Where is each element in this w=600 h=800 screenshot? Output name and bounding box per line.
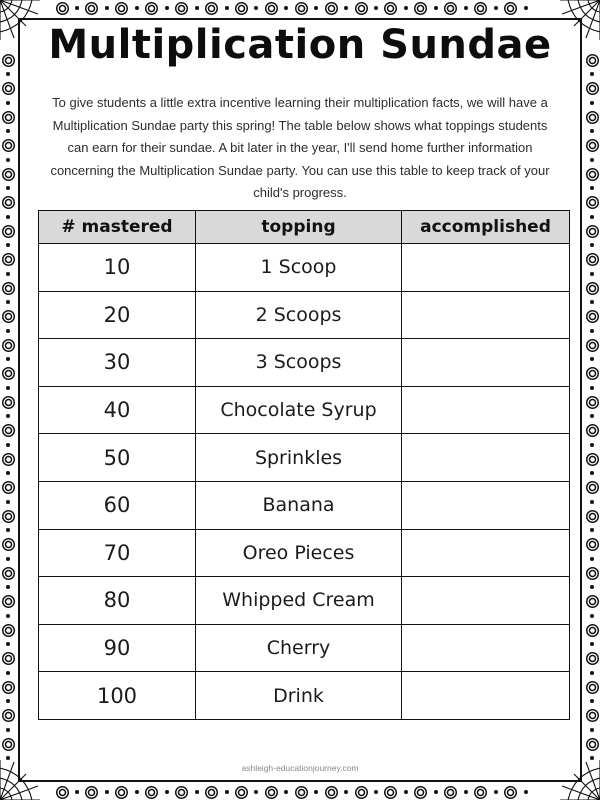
- intro-paragraph: To give students a little extra incentive learning their multiplication facts, we will have a Multiplication Sundae party this spring! The table below shows what toppings students can earn for their sundae. A bit later in the year, I'll send home further information concerning the Multiplication Sundae party. You can use this table to keep track of your child's progress.: [50, 95, 550, 201]
- border-line-top: [18, 18, 582, 20]
- small-dot-icon: [6, 471, 10, 475]
- small-dot-icon: [590, 471, 594, 475]
- mastered-cell: 20: [39, 291, 196, 339]
- swirl-dot-icon: [235, 786, 248, 799]
- mastered-cell: 90: [39, 624, 196, 672]
- accomplished-cell[interactable]: [402, 339, 570, 387]
- page-title: Multiplication Sundae: [48, 22, 552, 68]
- swirl-dot-icon: [115, 2, 128, 15]
- mastered-cell: 40: [39, 386, 196, 434]
- accomplished-cell[interactable]: [402, 434, 570, 482]
- topping-cell: 2 Scoops: [196, 291, 402, 339]
- small-dot-icon: [590, 671, 594, 675]
- topping-cell: Oreo Pieces: [196, 529, 402, 577]
- topping-cell: Drink: [196, 672, 402, 720]
- swirl-dot-icon: [2, 196, 15, 209]
- swirl-dot-icon: [2, 681, 15, 694]
- small-dot-icon: [590, 186, 594, 190]
- mastered-cell: 80: [39, 577, 196, 625]
- small-dot-icon: [590, 414, 594, 418]
- swirl-dot-icon: [586, 282, 599, 295]
- small-dot-icon: [6, 357, 10, 361]
- swirl-dot-icon: [2, 339, 15, 352]
- table-row: [39, 434, 570, 482]
- border-line-bottom: [18, 780, 582, 782]
- small-dot-icon: [6, 300, 10, 304]
- swirl-dot-icon: [2, 738, 15, 751]
- swirl-dot-icon: [145, 786, 158, 799]
- small-dot-icon: [494, 790, 498, 794]
- swirl-dot-icon: [265, 2, 278, 15]
- small-dot-icon: [6, 528, 10, 532]
- border-line-right: [580, 18, 582, 782]
- topping-cell: 3 Scoops: [196, 339, 402, 387]
- small-dot-icon: [254, 6, 258, 10]
- swirl-dot-icon: [2, 481, 15, 494]
- topping-cell: Sprinkles: [196, 434, 402, 482]
- swirl-dot-icon: [295, 786, 308, 799]
- accomplished-cell[interactable]: [402, 672, 570, 720]
- small-dot-icon: [590, 699, 594, 703]
- small-dot-icon: [590, 728, 594, 732]
- swirl-dot-icon: [2, 310, 15, 323]
- swirl-dot-icon: [586, 538, 599, 551]
- small-dot-icon: [590, 500, 594, 504]
- swirl-dot-icon: [586, 139, 599, 152]
- swirl-dot-icon: [474, 2, 487, 15]
- table-row: [39, 481, 570, 529]
- small-dot-icon: [374, 6, 378, 10]
- swirl-dot-icon: [2, 510, 15, 523]
- swirl-dot-icon: [586, 652, 599, 665]
- swirl-dot-icon: [205, 2, 218, 15]
- small-dot-icon: [590, 72, 594, 76]
- mastered-cell: 60: [39, 481, 196, 529]
- swirl-dot-icon: [2, 168, 15, 181]
- swirl-dot-icon: [235, 2, 248, 15]
- swirl-dot-icon: [586, 709, 599, 722]
- small-dot-icon: [6, 699, 10, 703]
- small-dot-icon: [254, 790, 258, 794]
- small-dot-icon: [590, 585, 594, 589]
- header-accomplished: accomplished: [402, 211, 570, 244]
- mastered-cell: 30: [39, 339, 196, 387]
- small-dot-icon: [165, 6, 169, 10]
- small-dot-icon: [494, 6, 498, 10]
- topping-cell: Whipped Cream: [196, 577, 402, 625]
- small-dot-icon: [590, 300, 594, 304]
- small-dot-icon: [344, 790, 348, 794]
- swirl-dot-icon: [2, 595, 15, 608]
- swirl-dot-icon: [2, 538, 15, 551]
- small-dot-icon: [590, 129, 594, 133]
- swirl-dot-icon: [586, 367, 599, 380]
- table-row: [39, 339, 570, 387]
- small-dot-icon: [195, 790, 199, 794]
- topping-cell: 1 Scoop: [196, 244, 402, 292]
- small-dot-icon: [590, 243, 594, 247]
- accomplished-cell[interactable]: [402, 624, 570, 672]
- swirl-dot-icon: [325, 2, 338, 15]
- swirl-dot-icon: [586, 82, 599, 95]
- swirl-dot-icon: [2, 367, 15, 380]
- swirl-dot-icon: [586, 253, 599, 266]
- swirl-dot-icon: [504, 2, 517, 15]
- small-dot-icon: [590, 101, 594, 105]
- accomplished-cell[interactable]: [402, 244, 570, 292]
- small-dot-icon: [314, 790, 318, 794]
- swirl-dot-icon: [56, 786, 69, 799]
- mastered-cell: 100: [39, 672, 196, 720]
- swirl-dot-icon: [504, 786, 517, 799]
- small-dot-icon: [6, 215, 10, 219]
- small-dot-icon: [590, 443, 594, 447]
- swirl-dot-icon: [2, 111, 15, 124]
- swirl-dot-icon: [474, 786, 487, 799]
- small-dot-icon: [225, 790, 229, 794]
- small-dot-icon: [6, 557, 10, 561]
- swirl-dot-icon: [115, 786, 128, 799]
- accomplished-cell[interactable]: [402, 386, 570, 434]
- swirl-dot-icon: [85, 2, 98, 15]
- small-dot-icon: [524, 6, 528, 10]
- small-dot-icon: [344, 6, 348, 10]
- small-dot-icon: [6, 129, 10, 133]
- swirl-dot-icon: [414, 2, 427, 15]
- table-row: [39, 529, 570, 577]
- small-dot-icon: [6, 585, 10, 589]
- swirl-dot-icon: [175, 2, 188, 15]
- swirl-dot-icon: [586, 196, 599, 209]
- swirl-dot-icon: [586, 225, 599, 238]
- swirl-dot-icon: [586, 624, 599, 637]
- swirl-dot-icon: [56, 2, 69, 15]
- table-row: [39, 672, 570, 720]
- swirl-dot-icon: [586, 481, 599, 494]
- swirl-dot-icon: [2, 82, 15, 95]
- small-dot-icon: [6, 614, 10, 618]
- small-dot-icon: [6, 158, 10, 162]
- small-dot-icon: [165, 790, 169, 794]
- table-row: [39, 624, 570, 672]
- small-dot-icon: [404, 6, 408, 10]
- table-row: [39, 244, 570, 292]
- swirl-dot-icon: [414, 786, 427, 799]
- footer-credit: ashleigh-educationjourney.com: [241, 763, 359, 773]
- small-dot-icon: [404, 790, 408, 794]
- topping-cell: Chocolate Syrup: [196, 386, 402, 434]
- swirl-dot-icon: [586, 396, 599, 409]
- swirl-dot-icon: [384, 786, 397, 799]
- swirl-dot-icon: [444, 2, 457, 15]
- swirl-dot-icon: [2, 253, 15, 266]
- topping-cell: Cherry: [196, 624, 402, 672]
- small-dot-icon: [590, 386, 594, 390]
- swirl-dot-icon: [384, 2, 397, 15]
- small-dot-icon: [6, 756, 10, 760]
- small-dot-icon: [6, 414, 10, 418]
- table-row: [39, 386, 570, 434]
- small-dot-icon: [6, 186, 10, 190]
- small-dot-icon: [464, 6, 468, 10]
- small-dot-icon: [225, 6, 229, 10]
- header-mastered: # mastered: [39, 211, 196, 244]
- mastered-cell: 50: [39, 434, 196, 482]
- small-dot-icon: [75, 6, 79, 10]
- swirl-dot-icon: [295, 2, 308, 15]
- small-dot-icon: [590, 357, 594, 361]
- small-dot-icon: [6, 671, 10, 675]
- small-dot-icon: [374, 790, 378, 794]
- mastered-cell: 70: [39, 529, 196, 577]
- small-dot-icon: [434, 790, 438, 794]
- small-dot-icon: [75, 790, 79, 794]
- swirl-dot-icon: [2, 624, 15, 637]
- small-dot-icon: [590, 557, 594, 561]
- swirl-dot-icon: [586, 111, 599, 124]
- swirl-dot-icon: [586, 424, 599, 437]
- small-dot-icon: [6, 500, 10, 504]
- swirl-dot-icon: [444, 786, 457, 799]
- small-dot-icon: [6, 272, 10, 276]
- accomplished-cell[interactable]: [402, 577, 570, 625]
- swirl-dot-icon: [205, 786, 218, 799]
- border-line-left: [18, 18, 20, 782]
- swirl-dot-icon: [2, 282, 15, 295]
- accomplished-cell[interactable]: [402, 291, 570, 339]
- small-dot-icon: [6, 101, 10, 105]
- swirl-dot-icon: [586, 510, 599, 523]
- swirl-dot-icon: [2, 453, 15, 466]
- swirl-dot-icon: [355, 786, 368, 799]
- small-dot-icon: [105, 6, 109, 10]
- small-dot-icon: [590, 642, 594, 646]
- swirl-dot-icon: [586, 681, 599, 694]
- swirl-dot-icon: [586, 339, 599, 352]
- swirl-dot-icon: [2, 567, 15, 580]
- small-dot-icon: [590, 272, 594, 276]
- small-dot-icon: [6, 642, 10, 646]
- small-dot-icon: [590, 215, 594, 219]
- swirl-dot-icon: [175, 786, 188, 799]
- swirl-dot-icon: [265, 786, 278, 799]
- swirl-dot-icon: [2, 139, 15, 152]
- small-dot-icon: [284, 6, 288, 10]
- small-dot-icon: [590, 329, 594, 333]
- swirl-dot-icon: [586, 567, 599, 580]
- table-row: [39, 291, 570, 339]
- swirl-dot-icon: [586, 310, 599, 323]
- small-dot-icon: [6, 728, 10, 732]
- toppings-table: [38, 210, 570, 720]
- small-dot-icon: [314, 6, 318, 10]
- swirl-dot-icon: [586, 168, 599, 181]
- small-dot-icon: [135, 6, 139, 10]
- swirl-dot-icon: [2, 652, 15, 665]
- swirl-dot-icon: [145, 2, 158, 15]
- swirl-dot-icon: [586, 738, 599, 751]
- small-dot-icon: [6, 243, 10, 247]
- accomplished-cell[interactable]: [402, 481, 570, 529]
- table-row: [39, 577, 570, 625]
- small-dot-icon: [464, 790, 468, 794]
- small-dot-icon: [590, 528, 594, 532]
- topping-cell: Banana: [196, 481, 402, 529]
- small-dot-icon: [6, 443, 10, 447]
- swirl-dot-icon: [2, 225, 15, 238]
- swirl-dot-icon: [586, 595, 599, 608]
- swirl-dot-icon: [2, 709, 15, 722]
- small-dot-icon: [590, 756, 594, 760]
- mastered-cell: 10: [39, 244, 196, 292]
- small-dot-icon: [6, 72, 10, 76]
- small-dot-icon: [284, 790, 288, 794]
- small-dot-icon: [434, 6, 438, 10]
- small-dot-icon: [6, 386, 10, 390]
- swirl-dot-icon: [2, 396, 15, 409]
- swirl-dot-icon: [586, 453, 599, 466]
- small-dot-icon: [524, 790, 528, 794]
- swirl-dot-icon: [355, 2, 368, 15]
- swirl-dot-icon: [85, 786, 98, 799]
- small-dot-icon: [195, 6, 199, 10]
- swirl-dot-icon: [2, 424, 15, 437]
- small-dot-icon: [135, 790, 139, 794]
- small-dot-icon: [105, 790, 109, 794]
- accomplished-cell[interactable]: [402, 529, 570, 577]
- small-dot-icon: [590, 158, 594, 162]
- table-header-row: [39, 211, 570, 244]
- small-dot-icon: [590, 614, 594, 618]
- small-dot-icon: [6, 329, 10, 333]
- header-topping: topping: [196, 211, 402, 244]
- swirl-dot-icon: [325, 786, 338, 799]
